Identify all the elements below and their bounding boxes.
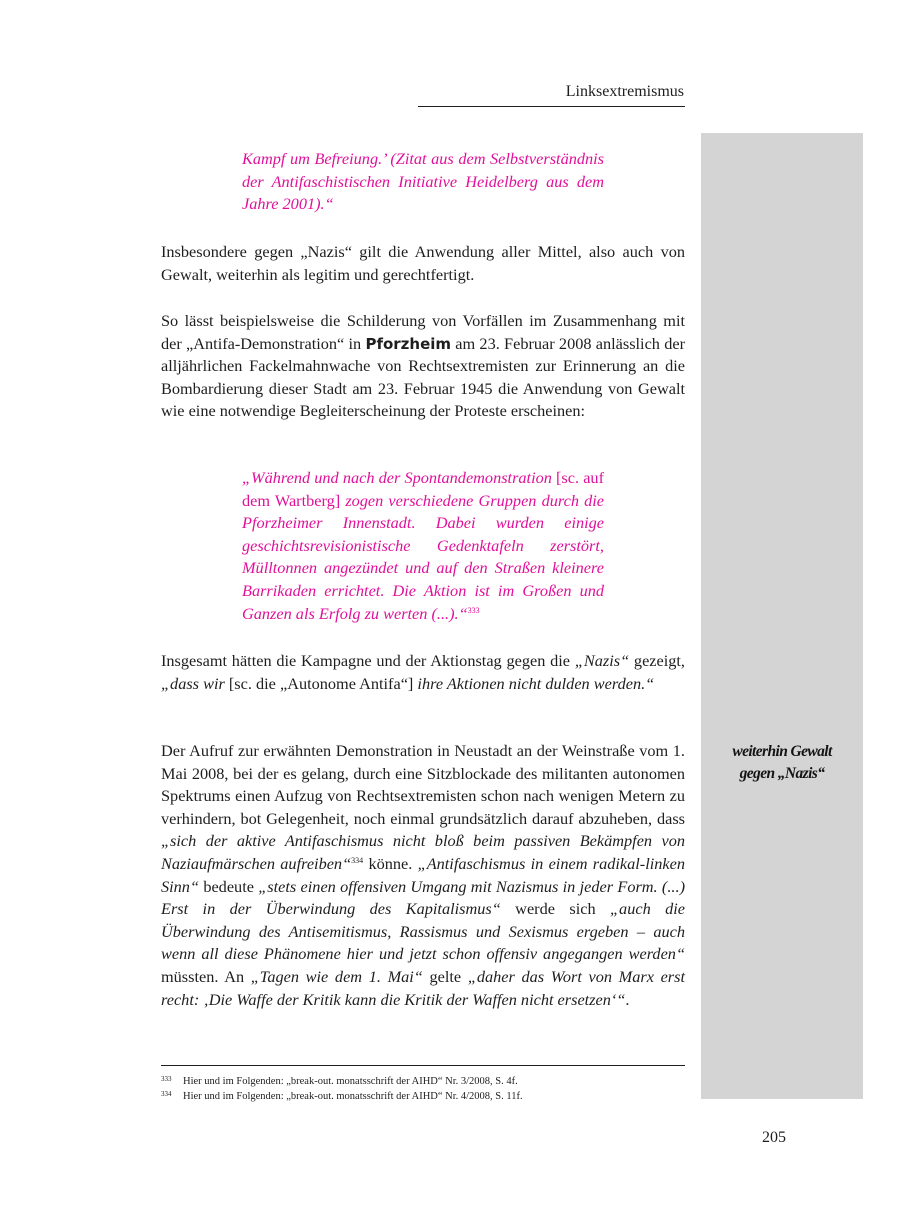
paragraph-pforzheim bbox=[161, 310, 685, 423]
header-rule bbox=[418, 106, 685, 107]
footnote-number: 334 bbox=[161, 1090, 172, 1098]
quote-pforzheim-insert: [sc. auf dem Wartberg] bbox=[242, 468, 604, 510]
footnote-ref-333[interactable]: 333 bbox=[467, 605, 480, 615]
neustadt-text-6: gelte bbox=[422, 966, 468, 986]
block-quote-pforzheim bbox=[242, 467, 604, 625]
page-number: 205 bbox=[762, 1129, 786, 1146]
neustadt-text-5: müssten. An bbox=[161, 966, 251, 986]
paragraph-pforzheim-text-2: am 23. Februar 2008 anlässlich der alljährlichen Fackelmahnwache von Rechtsextremisten zur Erinnerung an die Bombardierung dieser Stadt am 23. Februar 1945 die Anwendung von Gewalt wie eine notwendige Begleiterscheinung der Proteste erscheinen: bbox=[161, 333, 685, 421]
place-name-pforzheim: Pforzheim bbox=[365, 334, 452, 353]
running-title: Linksextremismus bbox=[565, 83, 684, 100]
quote-pforzheim-text-2: zogen verschiedene Gruppen durch die Pforzheimer Innenstadt. Dabei wurden einige geschichtsrevisionistische Gedenktafeln zerstört, Mülltonnen angezündet und auf den Straßen kleinere Barrikaden errichtet. Die Aktion ist im Großen und Ganzen als Erfolg zu werten (...).“ bbox=[242, 490, 604, 623]
neustadt-quote-2: „Antifaschismus in einem radikal-linken Sinn“ bbox=[161, 853, 686, 896]
paragraph-kampagne bbox=[161, 650, 685, 695]
neustadt-text-4: werde sich bbox=[500, 899, 610, 919]
quote-pforzheim-text-1: „Während und nach der Spontandemonstration bbox=[242, 468, 557, 487]
neustadt-quote-5: „Tagen wie dem 1. Mai“ bbox=[250, 966, 423, 986]
neustadt-quote-3: „stets einen offensiven Umgang mit Nazismus in jeder Form. (...) Erst in der Überwindung des Kapitalismus“ bbox=[161, 876, 685, 919]
paragraph-kampagne-text-1: Insgesamt hätten die Kampagne und der Aktionstag gegen die bbox=[161, 651, 575, 670]
neustadt-quote-1: „sich der aktive Antifaschismus nicht bloß beim passiven Bekämpfen von Naziaufmärschen aufreiben“ bbox=[161, 831, 685, 873]
margin-column bbox=[701, 133, 863, 1099]
quote-nazis: „Nazis“ bbox=[574, 651, 630, 670]
neustadt-quote-6: „daher das Wort von Marx erst recht: ‚Die Waffe der Kritik kann die Kritik der Waffen nicht ersetzen‘“ bbox=[161, 966, 685, 1009]
block-quote-heidelberg: Kampf um Befreiung.’ (Zitat aus dem Selbstverständnis der Antifaschistischen Initiative Heidelberg aus dem Jahre 2001).“ bbox=[242, 149, 604, 214]
footnote-rule bbox=[161, 1065, 685, 1066]
paragraph-kampagne-insert: [sc. die „Autonome Antifa“] bbox=[224, 673, 418, 693]
neustadt-text-3: bedeute bbox=[199, 876, 259, 896]
footnote-number: 333 bbox=[161, 1075, 172, 1083]
footnote-334 bbox=[161, 1088, 685, 1103]
paragraph-kampagne-text-2: gezeigt, bbox=[629, 651, 686, 670]
margin-note bbox=[701, 741, 863, 785]
quote-dass-wir: „dass wir bbox=[161, 673, 225, 693]
margin-note-line-2: gegen „Nazis“ bbox=[739, 765, 825, 782]
paragraph-neustadt bbox=[161, 740, 685, 1011]
footnote-text: Hier und im Folgenden: „break-out. monatsschrift der AIHD“ Nr. 3/2008, S. 4f. bbox=[183, 1076, 518, 1087]
footnote-text: Hier und im Folgenden: „break-out. monatsschrift der AIHD“ Nr. 4/2008, S. 11f. bbox=[183, 1091, 523, 1102]
paragraph-nazis-gewalt: Insbesondere gegen „Nazis“ gilt die Anwendung aller Mittel, also auch von Gewalt, weiterhin als legitim und gerechtfertigt. bbox=[161, 242, 685, 284]
neustadt-text-7: . bbox=[625, 989, 630, 1009]
paragraph-pforzheim-text-1: So lässt beispielsweise die Schilderung von Vorfällen im Zusammenhang mit der „Antifa-Demonstration“ in bbox=[161, 311, 685, 353]
quote-aktionen: ihre Aktionen nicht dulden werden.“ bbox=[417, 673, 655, 693]
neustadt-text-1: Der Aufruf zur erwähnten Demonstration in Neustadt an der Weinstraße vom 1. Mai 2008, bei der es gelang, durch eine Sitzblockade des militanten autonomen Spektrums einen Aufzug von Rechtsextremisten schon nach wenigen Metern zu verhindern, bot Gelegenheit, noch einmal grundsätzlich darauf abzuheben, dass bbox=[161, 741, 685, 828]
neustadt-quote-4: „auch die Überwindung des Antisemitismus, Rassismus und Sexismus ergeben – auch wenn all diese Phänomene hier und jetzt schon offensiv angegangen werden“ bbox=[161, 899, 685, 964]
margin-note-line-1: weiterhin Gewalt bbox=[732, 743, 832, 760]
footnote-ref-334[interactable]: 334 bbox=[351, 855, 364, 865]
neustadt-text-2: könne. bbox=[363, 853, 418, 873]
footnote-333 bbox=[161, 1073, 685, 1088]
